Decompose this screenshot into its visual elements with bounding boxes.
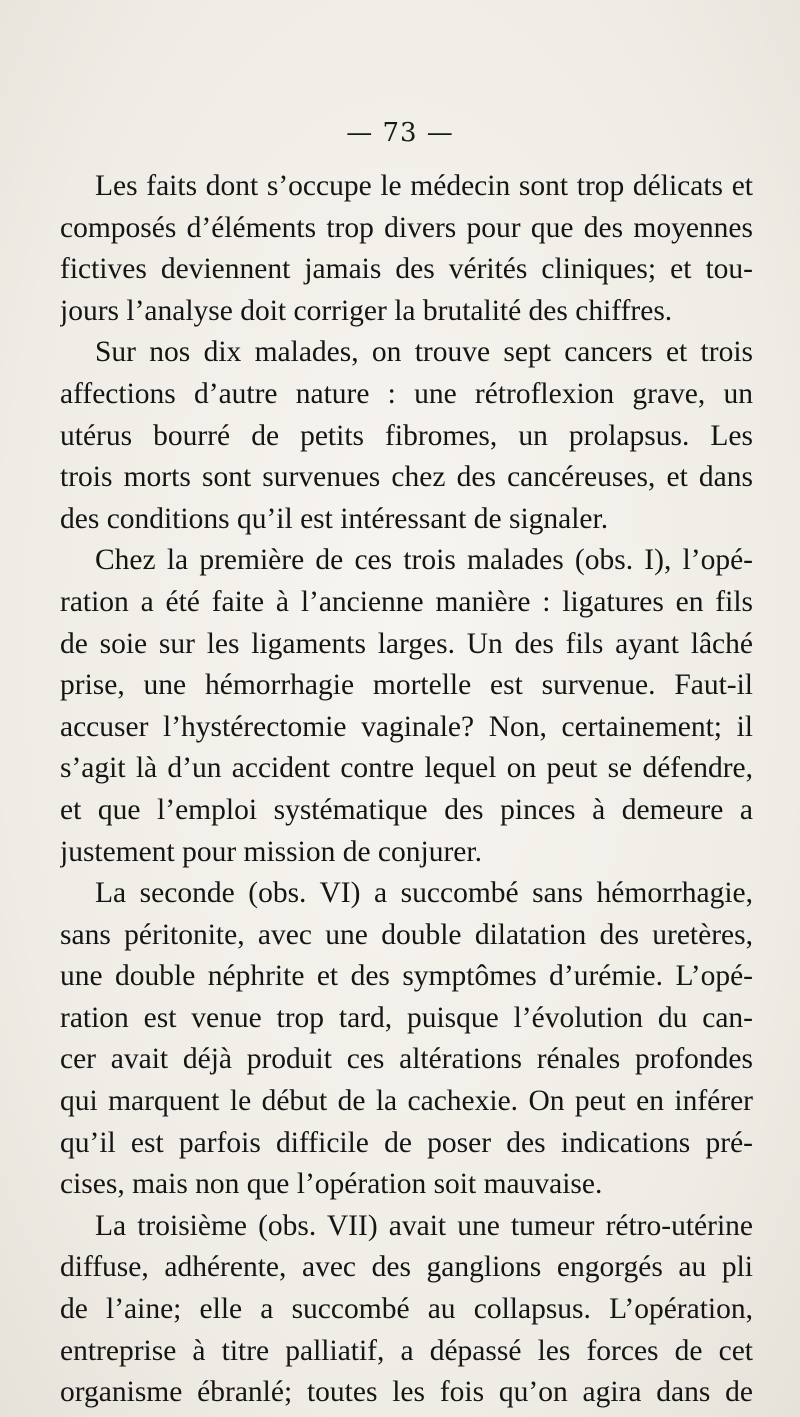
text-line: accuser l’hystérectomie vaginale? Non, certainement; il: [60, 710, 753, 743]
text-line: s’agit là d’un accident contre lequel on peut se défendre,: [60, 752, 753, 785]
text-line: Les faits dont s’occupe le médecin sont trop délicats et: [95, 170, 753, 202]
text-line: utérus bourré de petits fibromes, un prolapsus. Les: [60, 419, 753, 452]
text-line: entreprise à titre palliatif, a dépassé les forces de cet: [60, 1334, 753, 1367]
text-line: prise, une hémorrhagie mortelle est survenue. Faut-il: [60, 669, 753, 702]
text-line: qu’il est parfois difficile de poser des indications pré-: [60, 1126, 753, 1159]
text-line: diffuse, adhérente, avec des ganglions engorgés au pli: [60, 1251, 753, 1284]
page-number: — 73 —: [346, 118, 454, 148]
body-text: [60, 166, 753, 1414]
text-line: et que l’emploi systématique des pinces à demeure a: [60, 793, 753, 826]
text-line: cises, mais non que l’opération soit mauvaise.: [60, 1168, 603, 1201]
text-line: cer avait déjà produit ces altérations rénales profondes: [60, 1043, 753, 1076]
text-line: La seconde (obs. VI) a succombé sans hémorrhagie,: [95, 877, 753, 910]
text-line: justement pour mission de conjurer.: [60, 835, 482, 868]
text-line: une double néphrite et des symptômes d’urémie. L’opé-: [60, 960, 753, 993]
text-line: qui marquent le début de la cachexie. On peut en inférer: [60, 1085, 753, 1118]
text-line: de soie sur les ligaments larges. Un des fils ayant lâché: [60, 627, 753, 660]
text-line: La troisième (obs. VII) avait une tumeur rétro-utérine: [95, 1209, 753, 1242]
text-line: fictives deviennent jamais des vérités cliniques; et tou-: [60, 253, 753, 286]
text-line: des conditions qu’il est intéressant de signaler.: [60, 502, 609, 535]
text-line: affections d’autre nature : une rétroflexion grave, un: [60, 377, 753, 410]
text-line: ration est venue trop tard, puisque l’évolution du can-: [60, 1001, 753, 1034]
text-line: trois morts sont survenues chez des cancéreuses, et dans: [60, 461, 753, 494]
text-line: ration a été faite à l’ancienne manière : ligatures en fils: [60, 585, 753, 618]
text-line: de l’aine; elle a succombé au collapsus. L’opération,: [60, 1293, 753, 1326]
text-line: Chez la première de ces trois malades (obs. I), l’opé-: [95, 544, 753, 577]
text-line: Sur nos dix malades, on trouve sept cancers et trois: [95, 336, 753, 369]
text-line: organisme ébranlé; toutes les fois qu’on agira dans de: [60, 1376, 753, 1409]
text-line: jours l’analyse doit corriger la brutalité des chiffres.: [60, 294, 673, 327]
text-line: composés d’éléments trop divers pour que des moyennes: [60, 211, 753, 244]
text-line: sans péritonite, avec une double dilatation des uretères,: [60, 918, 753, 951]
